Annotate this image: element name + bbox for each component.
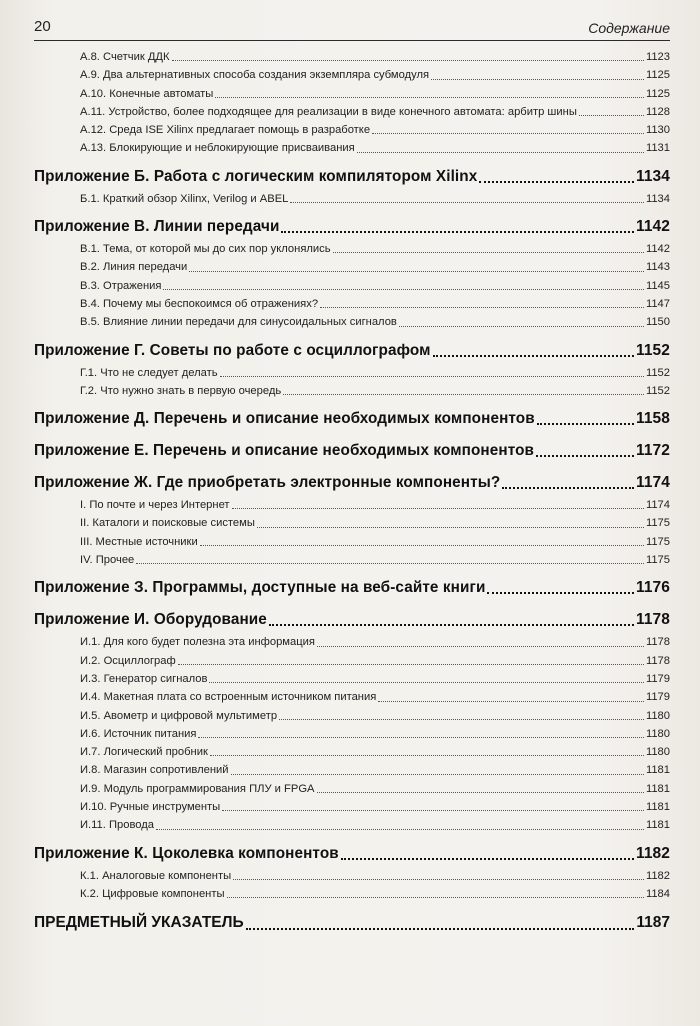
running-title: Содержание bbox=[588, 20, 670, 36]
dot-leader bbox=[431, 79, 644, 80]
dot-leader bbox=[399, 326, 644, 327]
toc-subentry[interactable] bbox=[34, 121, 670, 139]
toc-page-number: 1150 bbox=[645, 316, 670, 329]
toc-subentry[interactable] bbox=[34, 816, 670, 834]
dot-leader bbox=[222, 810, 644, 811]
toc-page-number: 1174 bbox=[645, 499, 670, 512]
toc-chapter-entry[interactable] bbox=[34, 163, 670, 190]
toc-page-number: 1175 bbox=[645, 535, 670, 548]
toc-subentry[interactable] bbox=[34, 670, 670, 688]
toc-entry-title: Г.1. Что не следует делать bbox=[80, 366, 218, 379]
toc-entry-title: I. По почте и через Интернет bbox=[80, 499, 230, 512]
dot-leader bbox=[317, 646, 644, 647]
toc-subentry[interactable] bbox=[34, 139, 670, 157]
toc-chapter-entry[interactable] bbox=[34, 574, 670, 601]
dot-leader bbox=[231, 774, 644, 775]
toc-entry-title: Приложение В. Линии передачи bbox=[34, 218, 280, 236]
toc-entry-title: В.1. Тема, от которой мы до сих пор уклонялись bbox=[80, 243, 331, 256]
dot-leader bbox=[433, 355, 634, 357]
toc-page-number: 1152 bbox=[645, 366, 670, 379]
toc-subentry[interactable] bbox=[34, 688, 670, 706]
toc-subentry[interactable] bbox=[34, 761, 670, 779]
toc-entry-title: И.3. Генератор сигналов bbox=[80, 672, 208, 685]
toc-page-number: 1180 bbox=[645, 746, 670, 759]
toc-page-number: 1175 bbox=[645, 517, 670, 530]
page-header bbox=[34, 14, 670, 41]
dot-leader bbox=[479, 181, 634, 183]
dot-leader bbox=[209, 682, 644, 683]
dot-leader bbox=[333, 252, 644, 253]
toc-page-number: 1181 bbox=[645, 801, 670, 814]
toc-chapter-entry[interactable] bbox=[34, 213, 670, 240]
toc-entry-title: Приложение З. Программы, доступные на веб-сайте книги bbox=[34, 579, 486, 597]
toc-page-number: 1187 bbox=[636, 914, 670, 932]
toc-subentry[interactable] bbox=[34, 364, 670, 382]
toc-subentry[interactable] bbox=[34, 514, 670, 532]
toc-entry-title: В.5. Влияние линии передачи для синусоидальных сигналов bbox=[80, 316, 397, 329]
toc-entry-title: И.10. Ручные инструменты bbox=[80, 801, 221, 814]
toc-entry-title: ПРЕДМЕТНЫЙ УКАЗАТЕЛЬ bbox=[34, 914, 244, 932]
toc-entry-title: Б.1. Краткий обзор Xilinx, Verilog и ABEL bbox=[80, 192, 289, 205]
toc-entry-title: Приложение Г. Советы по работе с осциллографом bbox=[34, 341, 431, 359]
toc-entry-title: А.13. Блокирующие и неблокирующие присваивания bbox=[80, 142, 355, 155]
dot-leader bbox=[372, 133, 644, 134]
toc-page-number: 1179 bbox=[645, 672, 670, 685]
toc-page-number: 1176 bbox=[635, 579, 670, 597]
dot-leader bbox=[163, 289, 643, 290]
toc-page-number: 1180 bbox=[645, 727, 670, 740]
toc-page-number: 1145 bbox=[645, 279, 670, 292]
toc-subentry[interactable] bbox=[34, 707, 670, 725]
toc-entry-title: И.6. Источник питания bbox=[80, 727, 197, 740]
dot-leader bbox=[537, 423, 634, 425]
dot-leader bbox=[232, 508, 644, 509]
toc-page-number: 1131 bbox=[645, 142, 670, 155]
toc-entry-title: И.4. Макетная плата со встроенным источником питания bbox=[80, 691, 377, 704]
toc-index-entry[interactable] bbox=[34, 908, 670, 938]
toc-entry-title: А.10. Конечные автоматы bbox=[80, 87, 214, 100]
toc-entry-title: Приложение Ж. Где приобретать электронные компоненты? bbox=[34, 474, 501, 492]
dot-leader bbox=[210, 755, 644, 756]
dot-leader bbox=[269, 624, 634, 626]
toc-page-number: 1178 bbox=[645, 636, 670, 649]
dot-leader bbox=[283, 394, 644, 395]
toc-entry-title: И.11. Провода bbox=[80, 819, 155, 832]
toc-page-number: 1143 bbox=[645, 261, 670, 274]
toc-page-number: 1179 bbox=[645, 691, 670, 704]
toc-entry-title: III. Местные источники bbox=[80, 535, 198, 548]
toc-subentry[interactable] bbox=[34, 533, 670, 551]
toc-page-number: 1181 bbox=[645, 782, 670, 795]
toc-subentry[interactable] bbox=[34, 382, 670, 400]
toc-page-number: 1147 bbox=[645, 297, 670, 310]
toc-page-number: 1178 bbox=[645, 654, 670, 667]
dot-leader bbox=[227, 897, 644, 898]
dot-leader bbox=[172, 60, 644, 61]
toc-page-number: 1181 bbox=[645, 764, 670, 777]
toc-page-number: 1178 bbox=[635, 611, 670, 629]
dot-leader bbox=[246, 928, 635, 930]
toc-subentry[interactable] bbox=[34, 743, 670, 761]
dot-leader bbox=[487, 592, 634, 594]
toc-page-number: 1142 bbox=[635, 218, 670, 236]
toc-entry-title: Приложение Е. Перечень и описание необходимых компонентов bbox=[34, 442, 535, 460]
toc-subentry[interactable] bbox=[34, 313, 670, 331]
toc-chapter-entry[interactable] bbox=[34, 437, 670, 464]
toc-entry-title: В.2. Линия передачи bbox=[80, 261, 188, 274]
dot-leader bbox=[279, 719, 644, 720]
toc-entry-title: И.5. Авометр и цифровой мультиметр bbox=[80, 709, 278, 722]
toc-entry-title: IV. Прочее bbox=[80, 554, 135, 567]
toc-entry-title: А.9. Два альтернативных способа создания экземпляра субмодуля bbox=[80, 69, 430, 82]
toc-page-number: 1123 bbox=[645, 51, 670, 63]
dot-leader bbox=[136, 563, 644, 564]
dot-leader bbox=[341, 858, 634, 860]
toc-entry-title: II. Каталоги и поисковые системы bbox=[80, 517, 255, 530]
dot-leader bbox=[281, 231, 634, 233]
toc-subentry[interactable] bbox=[34, 190, 670, 208]
toc-subentry[interactable] bbox=[34, 725, 670, 743]
toc-subentry[interactable] bbox=[34, 295, 670, 313]
toc-entry-title: И.1. Для кого будет полезна эта информация bbox=[80, 636, 315, 649]
dot-leader bbox=[233, 879, 644, 880]
dot-leader bbox=[257, 527, 644, 528]
toc-subentry[interactable] bbox=[34, 885, 670, 903]
toc-entry-title: Приложение И. Оборудование bbox=[34, 611, 267, 629]
toc-chapter-entry[interactable] bbox=[34, 840, 670, 867]
dot-leader bbox=[290, 202, 644, 203]
toc-entry-title: В.3. Отражения bbox=[80, 279, 162, 292]
toc-page-number: 1134 bbox=[645, 192, 670, 205]
toc-subentry[interactable] bbox=[34, 66, 670, 84]
toc-subentry[interactable] bbox=[34, 48, 670, 66]
toc-page-number: 1175 bbox=[645, 554, 670, 567]
toc-page-number: 1152 bbox=[635, 341, 670, 359]
toc-page-number: 1125 bbox=[645, 87, 670, 100]
toc-subentry[interactable] bbox=[34, 798, 670, 816]
toc-page-number: 1158 bbox=[635, 410, 670, 428]
toc-chapter-entry[interactable] bbox=[34, 469, 670, 496]
toc-entry-title: А.11. Устройство, более подходящее для реализации в виде конечного автомата: арбитр шины bbox=[80, 105, 577, 118]
toc-page-number: 1182 bbox=[645, 869, 670, 882]
toc-chapter-entry[interactable] bbox=[34, 337, 670, 364]
dot-leader bbox=[502, 487, 634, 489]
toc-page-number: 1181 bbox=[645, 819, 670, 832]
toc-entry-title: К.1. Аналоговые компоненты bbox=[80, 869, 232, 882]
toc-subentry[interactable] bbox=[34, 240, 670, 258]
dot-leader bbox=[536, 455, 634, 457]
page-number: 20 bbox=[34, 18, 51, 35]
toc-entry-title: К.2. Цифровые компоненты bbox=[80, 887, 225, 900]
toc-subentry[interactable] bbox=[34, 85, 670, 103]
toc-subentry[interactable] bbox=[34, 633, 670, 651]
table-of-contents bbox=[34, 48, 670, 938]
dot-leader bbox=[200, 545, 644, 546]
toc-entry-title: И.7. Логический пробник bbox=[80, 746, 208, 759]
toc-subentry[interactable] bbox=[34, 103, 670, 121]
toc-page-number: 1125 bbox=[645, 69, 670, 82]
toc-page-number: 1174 bbox=[635, 474, 670, 492]
toc-entry-title: Г.2. Что нужно знать в первую очередь bbox=[80, 384, 282, 397]
dot-leader bbox=[320, 307, 644, 308]
toc-subentry[interactable] bbox=[34, 652, 670, 670]
toc-subentry[interactable] bbox=[34, 496, 670, 514]
toc-entry-title: Приложение К. Цоколевка компонентов bbox=[34, 844, 339, 862]
toc-entry-title: Приложение Д. Перечень и описание необходимых компонентов bbox=[34, 410, 535, 428]
dot-leader bbox=[215, 97, 644, 98]
toc-subentry[interactable] bbox=[34, 258, 670, 276]
toc-entry-title: И.8. Магазин сопротивлений bbox=[80, 764, 229, 777]
dot-leader bbox=[378, 701, 644, 702]
toc-entry-title: Приложение Б. Работа с логическим компилятором Xilinx bbox=[34, 167, 478, 185]
toc-entry-title: А.8. Счетчик ДДК bbox=[80, 51, 170, 63]
toc-page-number: 1152 bbox=[645, 384, 670, 397]
dot-leader bbox=[317, 792, 644, 793]
dot-leader bbox=[357, 152, 644, 153]
toc-page-number: 1128 bbox=[645, 105, 670, 118]
toc-subentry[interactable] bbox=[34, 277, 670, 295]
toc-page-number: 1172 bbox=[635, 442, 670, 460]
toc-subentry[interactable] bbox=[34, 780, 670, 798]
toc-subentry[interactable] bbox=[34, 867, 670, 885]
toc-page-number: 1182 bbox=[635, 844, 670, 862]
toc-page-number: 1130 bbox=[645, 124, 670, 137]
dot-leader bbox=[579, 115, 644, 116]
dot-leader bbox=[198, 737, 643, 738]
toc-page-number: 1184 bbox=[645, 887, 670, 900]
dot-leader bbox=[189, 271, 644, 272]
dot-leader bbox=[178, 664, 644, 665]
toc-entry-title: И.9. Модуль программирования ПЛУ и FPGA bbox=[80, 782, 315, 795]
toc-chapter-entry[interactable] bbox=[34, 405, 670, 432]
toc-subentry[interactable] bbox=[34, 551, 670, 569]
toc-page-number: 1134 bbox=[635, 167, 670, 185]
toc-chapter-entry[interactable] bbox=[34, 606, 670, 633]
dot-leader bbox=[156, 829, 644, 830]
dot-leader bbox=[220, 376, 644, 377]
toc-entry-title: В.4. Почему мы беспокоимся об отражениях? bbox=[80, 297, 319, 310]
toc-entry-title: А.12. Среда ISE Xilinx предлагает помощь в разработке bbox=[80, 124, 371, 137]
toc-page-number: 1180 bbox=[645, 709, 670, 722]
toc-entry-title: И.2. Осциллограф bbox=[80, 654, 176, 667]
toc-page-number: 1142 bbox=[645, 243, 670, 256]
